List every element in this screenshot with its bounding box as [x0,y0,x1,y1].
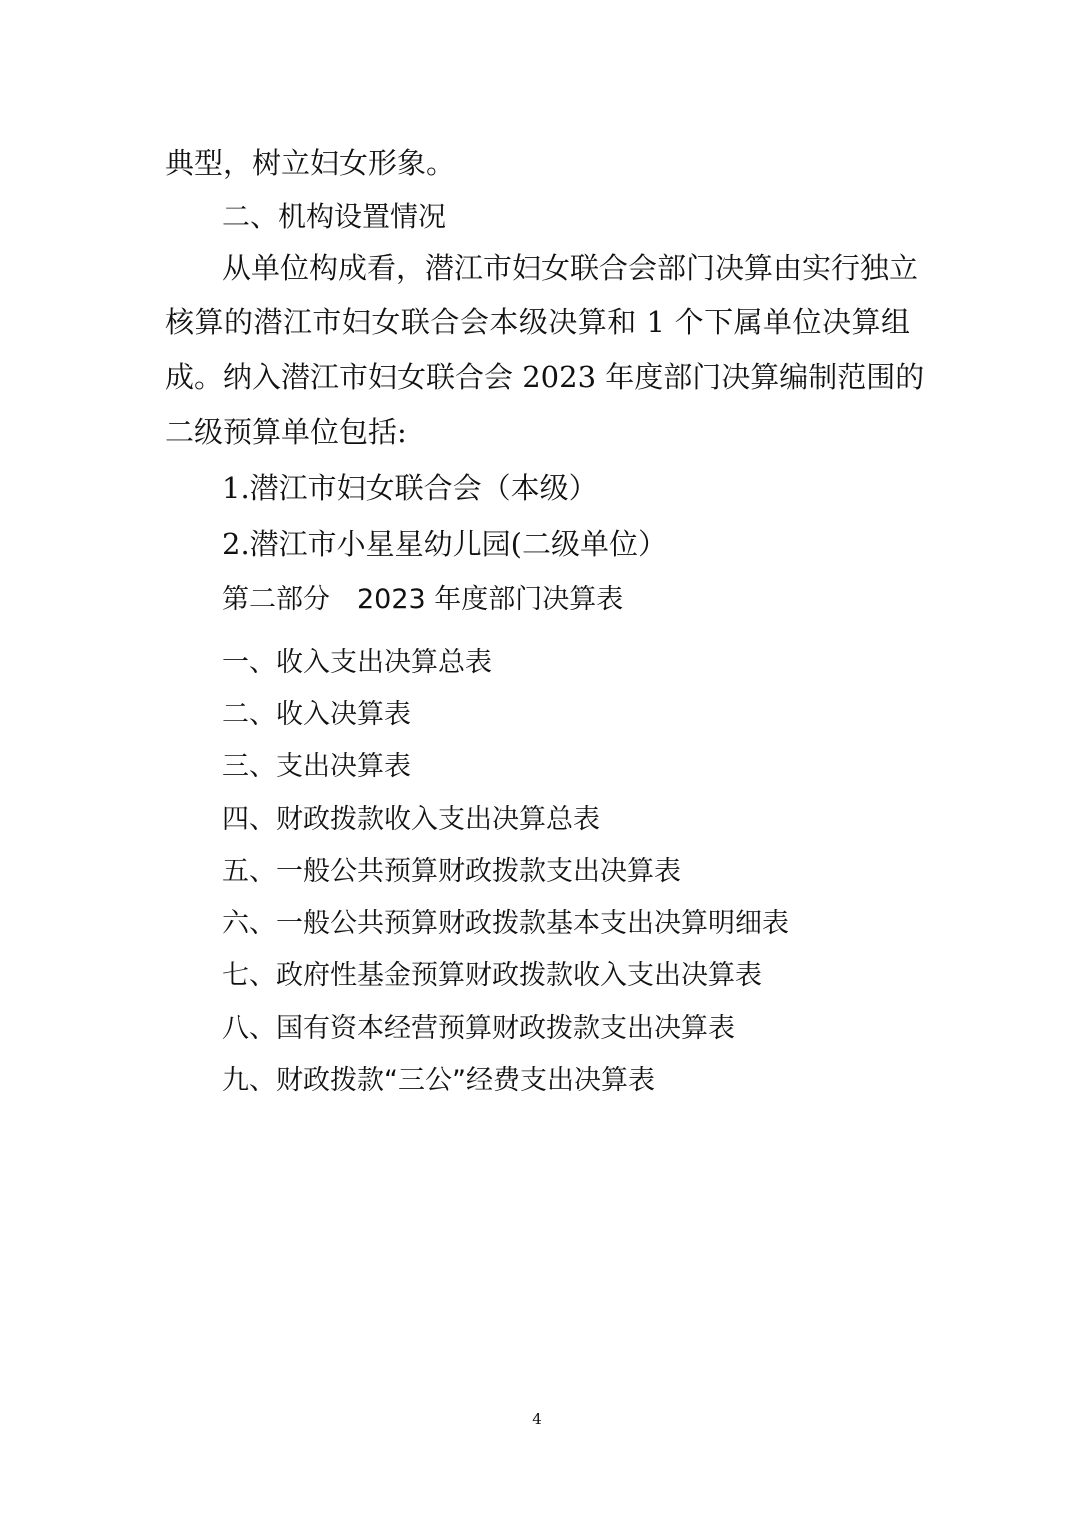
table-list-item: 七、政府性基金预算财政拨款收入支出决算表 [222,960,762,991]
table-list-item: 一、收入支出决算总表 [222,647,492,678]
table-list-item: 九、财政拨款“三公”经费支出决算表 [222,1065,655,1096]
page-number: 4 [532,1410,542,1428]
table-list-item: 八、国有资本经营预算财政拨款支出决算表 [222,1013,735,1044]
paragraph-line: 二级预算单位包括: [165,415,407,449]
paragraph-line: 核算的潜江市妇女联合会本级决算和 1 个下属单位决算组 [165,305,910,339]
table-list-item: 三、支出决算表 [222,751,411,782]
section-heading: 二、机构设置情况 [222,200,447,233]
paragraph-line: 成。纳入潜江市妇女联合会 2023 年度部门决算编制范围的 [165,360,925,394]
unit-list-item: 2.潜江市小星星幼儿园(二级单位） [222,527,667,561]
paragraph-tail: 典型，树立妇女形象。 [165,146,456,180]
table-list-item: 二、收入决算表 [222,699,411,730]
table-list-item: 六、一般公共预算财政拨款基本支出决算明细表 [222,908,789,939]
table-list-item: 四、财政拨款收入支出决算总表 [222,804,600,835]
paragraph-line: 从单位构成看，潜江市妇女联合会部门决算由实行独立 [222,251,919,285]
table-list-item: 五、一般公共预算财政拨款支出决算表 [222,856,681,887]
part-title: 第二部分 2023 年度部门决算表 [222,584,624,615]
unit-list-item: 1.潜江市妇女联合会（本级） [222,471,598,505]
